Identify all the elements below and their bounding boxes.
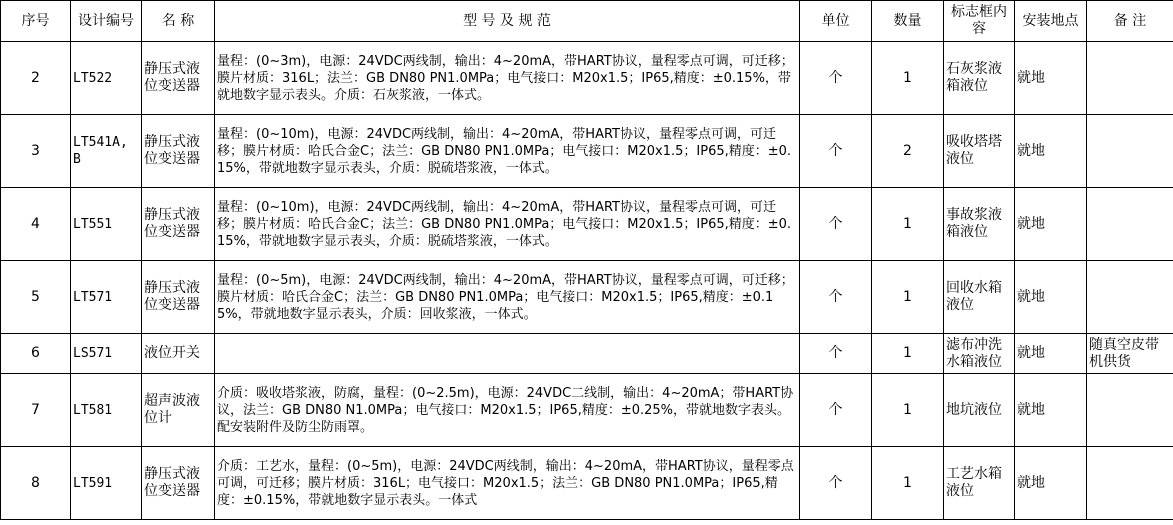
cell-tag: 事故浆液箱液位 bbox=[944, 188, 1015, 261]
cell-loc: 就地 bbox=[1015, 261, 1087, 334]
header-unit: 单位 bbox=[800, 1, 872, 42]
cell-code: LS571 bbox=[71, 334, 142, 374]
cell-code: LT571 bbox=[71, 261, 142, 334]
cell-seq: 3 bbox=[1, 115, 71, 188]
cell-spec bbox=[215, 447, 800, 520]
cell-seq: 8 bbox=[1, 447, 71, 520]
cell-qty: 1 bbox=[872, 42, 944, 115]
cell-unit: 个 bbox=[800, 447, 872, 520]
cell-qty: 1 bbox=[872, 334, 944, 374]
cell-note: 随真空皮带机供货 bbox=[1087, 334, 1173, 374]
cell-spec bbox=[215, 334, 800, 374]
header-note: 备 注 bbox=[1087, 1, 1173, 42]
cell-note bbox=[1087, 261, 1173, 334]
header-spec: 型 号 及 规 范 bbox=[215, 1, 800, 42]
cell-qty: 1 bbox=[872, 447, 944, 520]
cell-spec bbox=[215, 261, 800, 334]
cell-name: 静压式液位变送器 bbox=[142, 42, 215, 115]
cell-spec bbox=[215, 374, 800, 447]
cell-code: LT522 bbox=[71, 42, 142, 115]
cell-code: LT551 bbox=[71, 188, 142, 261]
table-row bbox=[1, 447, 1173, 520]
cell-name: 静压式液位变送器 bbox=[142, 188, 215, 261]
cell-note bbox=[1087, 115, 1173, 188]
table-row bbox=[1, 374, 1173, 447]
cell-name: 静压式液位变送器 bbox=[142, 261, 215, 334]
table-row bbox=[1, 261, 1173, 334]
cell-qty: 1 bbox=[872, 374, 944, 447]
cell-loc: 就地 bbox=[1015, 447, 1087, 520]
cell-unit: 个 bbox=[800, 115, 872, 188]
cell-code: LT541A, B bbox=[71, 115, 142, 188]
cell-code: LT591 bbox=[71, 447, 142, 520]
cell-unit: 个 bbox=[800, 42, 872, 115]
cell-loc: 就地 bbox=[1015, 42, 1087, 115]
cell-tag: 回收水箱液位 bbox=[944, 261, 1015, 334]
cell-tag: 工艺水箱液位 bbox=[944, 447, 1015, 520]
table-row bbox=[1, 115, 1173, 188]
cell-seq: 6 bbox=[1, 334, 71, 374]
cell-spec-text: 介质：吸收塔浆液，防腐，量程：(0~2.5m)，电源：24VDC二线制，输出：4~20mA；带HART协议，法兰：GB DN80 N1.0MPa；电气接口：M20x1.5；IP65,精度：±0.25%，带就地数字表头。配安装附件及防尘防雨罩。 bbox=[217, 385, 794, 435]
cell-note bbox=[1087, 42, 1173, 115]
cell-spec bbox=[215, 115, 800, 188]
cell-qty: 1 bbox=[872, 261, 944, 334]
cell-qty: 1 bbox=[872, 188, 944, 261]
cell-qty: 2 bbox=[872, 115, 944, 188]
cell-tag: 石灰浆液箱液位 bbox=[944, 42, 1015, 115]
cell-tag: 滤布冲洗水箱液位 bbox=[944, 334, 1015, 374]
header-tag: 标志框内容 bbox=[944, 1, 1015, 42]
cell-spec-text: 量程：(0~10m)，电源：24VDC两线制，输出：4~20mA，带HART协议，量程零点可调，可迁移；膜片材质：哈氏合金C；法兰：GB DN80 PN1.0MPa；电气接口：M20x1.5；IP65,精度：±0.15%，带就地数字显示表头，介质：脱硫塔浆液，一体式。 bbox=[217, 199, 792, 249]
cell-seq: 7 bbox=[1, 374, 71, 447]
cell-name: 静压式液位变送器 bbox=[142, 447, 215, 520]
cell-unit: 个 bbox=[800, 188, 872, 261]
cell-unit: 个 bbox=[800, 261, 872, 334]
cell-loc: 就地 bbox=[1015, 115, 1087, 188]
cell-spec-text: 量程：(0~3m)，电源：24VDC两线制，输出：4~20mA，带HART协议，量程零点可调，可迁移；膜片材质：316L；法兰：GB DN80 PN1.0MPa；电气接口：M20x1.5；IP65,精度：±0.15%，带就地数字显示表头。介质：石灰浆液，一体式。 bbox=[217, 53, 794, 103]
header-qty: 数量 bbox=[872, 1, 944, 42]
cell-spec-text: 量程：(0~10m)，电源：24VDC两线制，输出：4~20mA，带HART协议，量程零点可调，可迁移；膜片材质：哈氏合金C；法兰：GB DN80 PN1.0MPa；电气接口：M20x1.5；IP65,精度：±0.15%，带就地数字显示表头，介质：脱硫塔浆液，一体式。 bbox=[217, 126, 792, 176]
cell-note bbox=[1087, 188, 1173, 261]
header-seq: 序号 bbox=[1, 1, 71, 42]
header-code: 设计编号 bbox=[71, 1, 142, 42]
cell-unit: 个 bbox=[800, 374, 872, 447]
cell-spec bbox=[215, 42, 800, 115]
cell-spec-text: 量程：(0~5m)，电源：24VDC两线制，输出：4~20mA，带HART协议，量程零点可调，可迁移；膜片材质：哈氏合金C；法兰：GB DN80 PN1.0MPa；电气接口：M20x1.5；IP65,精度：±0.15%，带就地数字显示表头，介质：回收浆液，一体式。 bbox=[217, 272, 794, 322]
cell-name: 超声波液位计 bbox=[142, 374, 215, 447]
cell-note bbox=[1087, 374, 1173, 447]
cell-spec-text: 介质：工艺水，量程：(0~5m)，电源：24VDC两线制，输出：4~20mA，带HART协议，量程零点可调，可迁移；膜片材质：316L；电气接口：M20x1.5；法兰：GB DN80 PN1.0MPa；IP65,精度：±0.15%，带就地数字显示表头。一体式 bbox=[217, 458, 794, 508]
cell-code: LT581 bbox=[71, 374, 142, 447]
cell-seq: 2 bbox=[1, 42, 71, 115]
cell-spec bbox=[215, 188, 800, 261]
header-row bbox=[1, 1, 1173, 42]
header-loc: 安装地点 bbox=[1015, 1, 1087, 42]
cell-tag: 地坑液位 bbox=[944, 374, 1015, 447]
cell-name: 液位开关 bbox=[142, 334, 215, 374]
cell-seq: 5 bbox=[1, 261, 71, 334]
cell-unit: 个 bbox=[800, 334, 872, 374]
cell-note bbox=[1087, 447, 1173, 520]
table-row bbox=[1, 334, 1173, 374]
table-row bbox=[1, 188, 1173, 261]
cell-loc: 就地 bbox=[1015, 374, 1087, 447]
cell-name: 静压式液位变送器 bbox=[142, 115, 215, 188]
cell-seq: 4 bbox=[1, 188, 71, 261]
cell-loc: 就地 bbox=[1015, 334, 1087, 374]
cell-loc: 就地 bbox=[1015, 188, 1087, 261]
header-name: 名 称 bbox=[142, 1, 215, 42]
cell-tag: 吸收塔塔液位 bbox=[944, 115, 1015, 188]
table-row bbox=[1, 42, 1173, 115]
